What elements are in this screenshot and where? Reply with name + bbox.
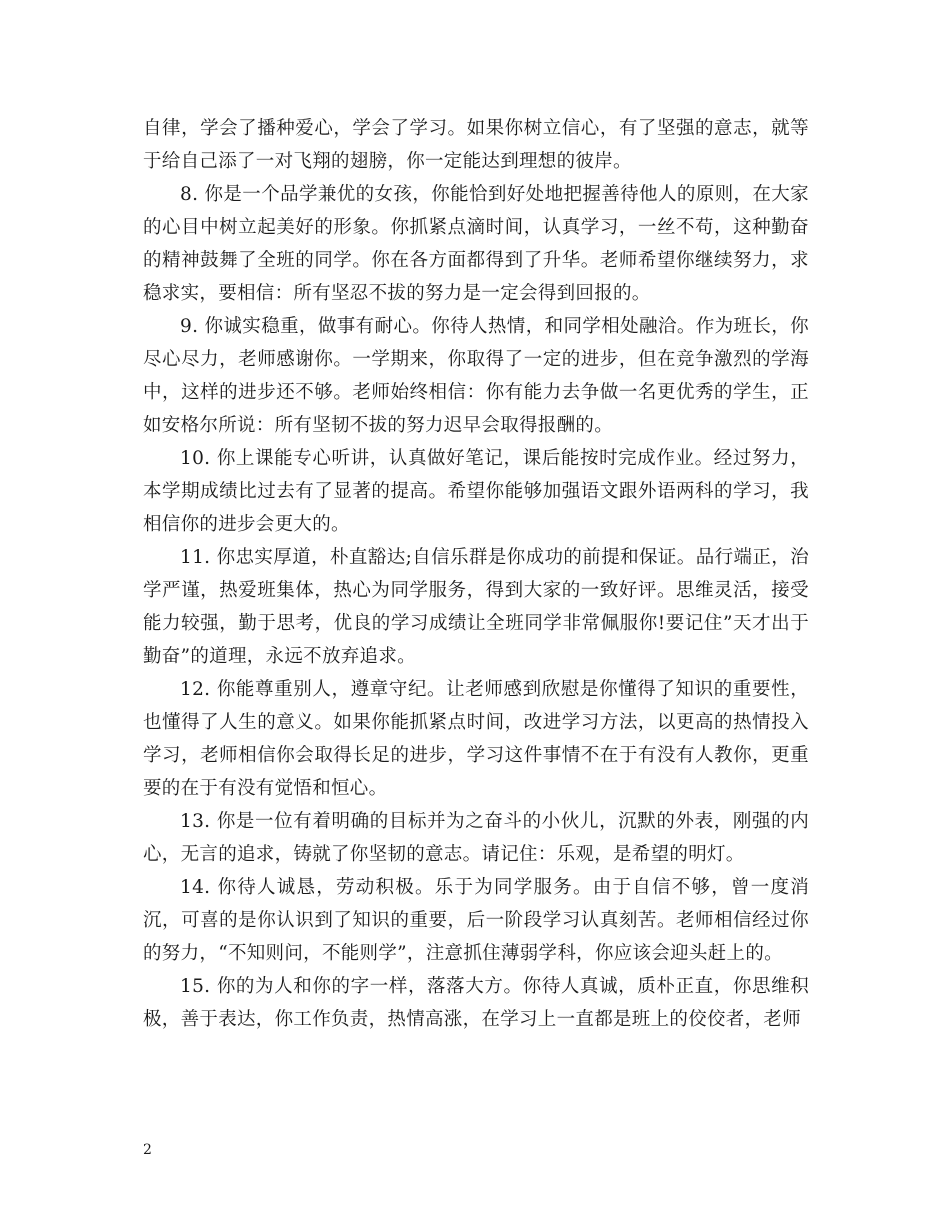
- paragraph-item-9: 9. 你诚实稳重，做事有耐心。你待人热情，和同学相处融洽。作为班长，你尽心尽力，老师感谢你。一学期来，你取得了一定的进步，但在竞争激烈的学海中，这样的进步还不够。老师始终相信：你有能力去争做一名更优秀的学生，正如安格尔所说：所有坚韧不拔的努力迟早会取得报酬的。: [143, 316, 809, 436]
- paragraph-item-15: 15. 你的为人和你的字一样，落落大方。你待人真诚，质朴正直，你思维积极，善于表达，你工作负责，热情高涨，在学习上一直都是班上的佼佼者，老师: [143, 976, 809, 1030]
- page-number: 2: [143, 1142, 152, 1158]
- paragraph-item-12: 12. 你能尊重别人，遵章守纪。让老师感到欣慰是你懂得了知识的重要性，也懂得了人生的意义。如果你能抓紧点时间，改进学习方法，以更高的热情投入学习，老师相信你会取得长足的进步，学习这件事情不在于有没有人教你，更重要的在于有没有觉悟和恒心。: [143, 679, 809, 799]
- paragraph-continuation: 自律，学会了播种爱心，学会了学习。如果你树立信心，有了坚强的意志，就等于给自己添了一对飞翔的翅膀，你一定能达到理想的彼岸。: [143, 118, 809, 172]
- paragraph-item-14: 14. 你待人诚恳，劳动积极。乐于为同学服务。由于自信不够，曾一度消沉，可喜的是你认识到了知识的重要，后一阶段学习认真刻苦。老师相信经过你的努力，“不知则问，不能则学”，注意抓住薄弱学科，你应该会迎头赶上的。: [143, 877, 809, 964]
- paragraph-item-13: 13. 你是一位有着明确的目标并为之奋斗的小伙儿，沉默的外表，刚强的内心，无言的追求，铸就了你坚韧的意志。请记住：乐观，是希望的明灯。: [143, 811, 809, 865]
- paragraph-item-10: 10. 你上课能专心听讲，认真做好笔记，课后能按时完成作业。经过努力，本学期成绩比过去有了显著的提高。希望你能够加强语文跟外语两科的学习，我相信你的进步会更大的。: [143, 448, 809, 535]
- paragraph-item-8: 8. 你是一个品学兼优的女孩，你能恰到好处地把握善待他人的原则，在大家的心目中树立起美好的形象。你抓紧点滴时间，认真学习，一丝不苟，这种勤奋的精神鼓舞了全班的同学。你在各方面都得到了升华。老师希望你继续努力，求稳求实，要相信：所有坚忍不拔的努力是一定会得到回报的。: [143, 184, 809, 304]
- paragraph-item-11: 11. 你忠实厚道，朴直豁达;自信乐群是你成功的前提和保证。品行端正，治学严谨，热爱班集体，热心为同学服务，得到大家的一致好评。思维灵活，接受能力较强，勤于思考，优良的学习成绩让全班同学非常佩服你!要记住”天才出于勤奋”的道理，永远不放弃追求。: [143, 547, 809, 667]
- document-body: [143, 112, 809, 1036]
